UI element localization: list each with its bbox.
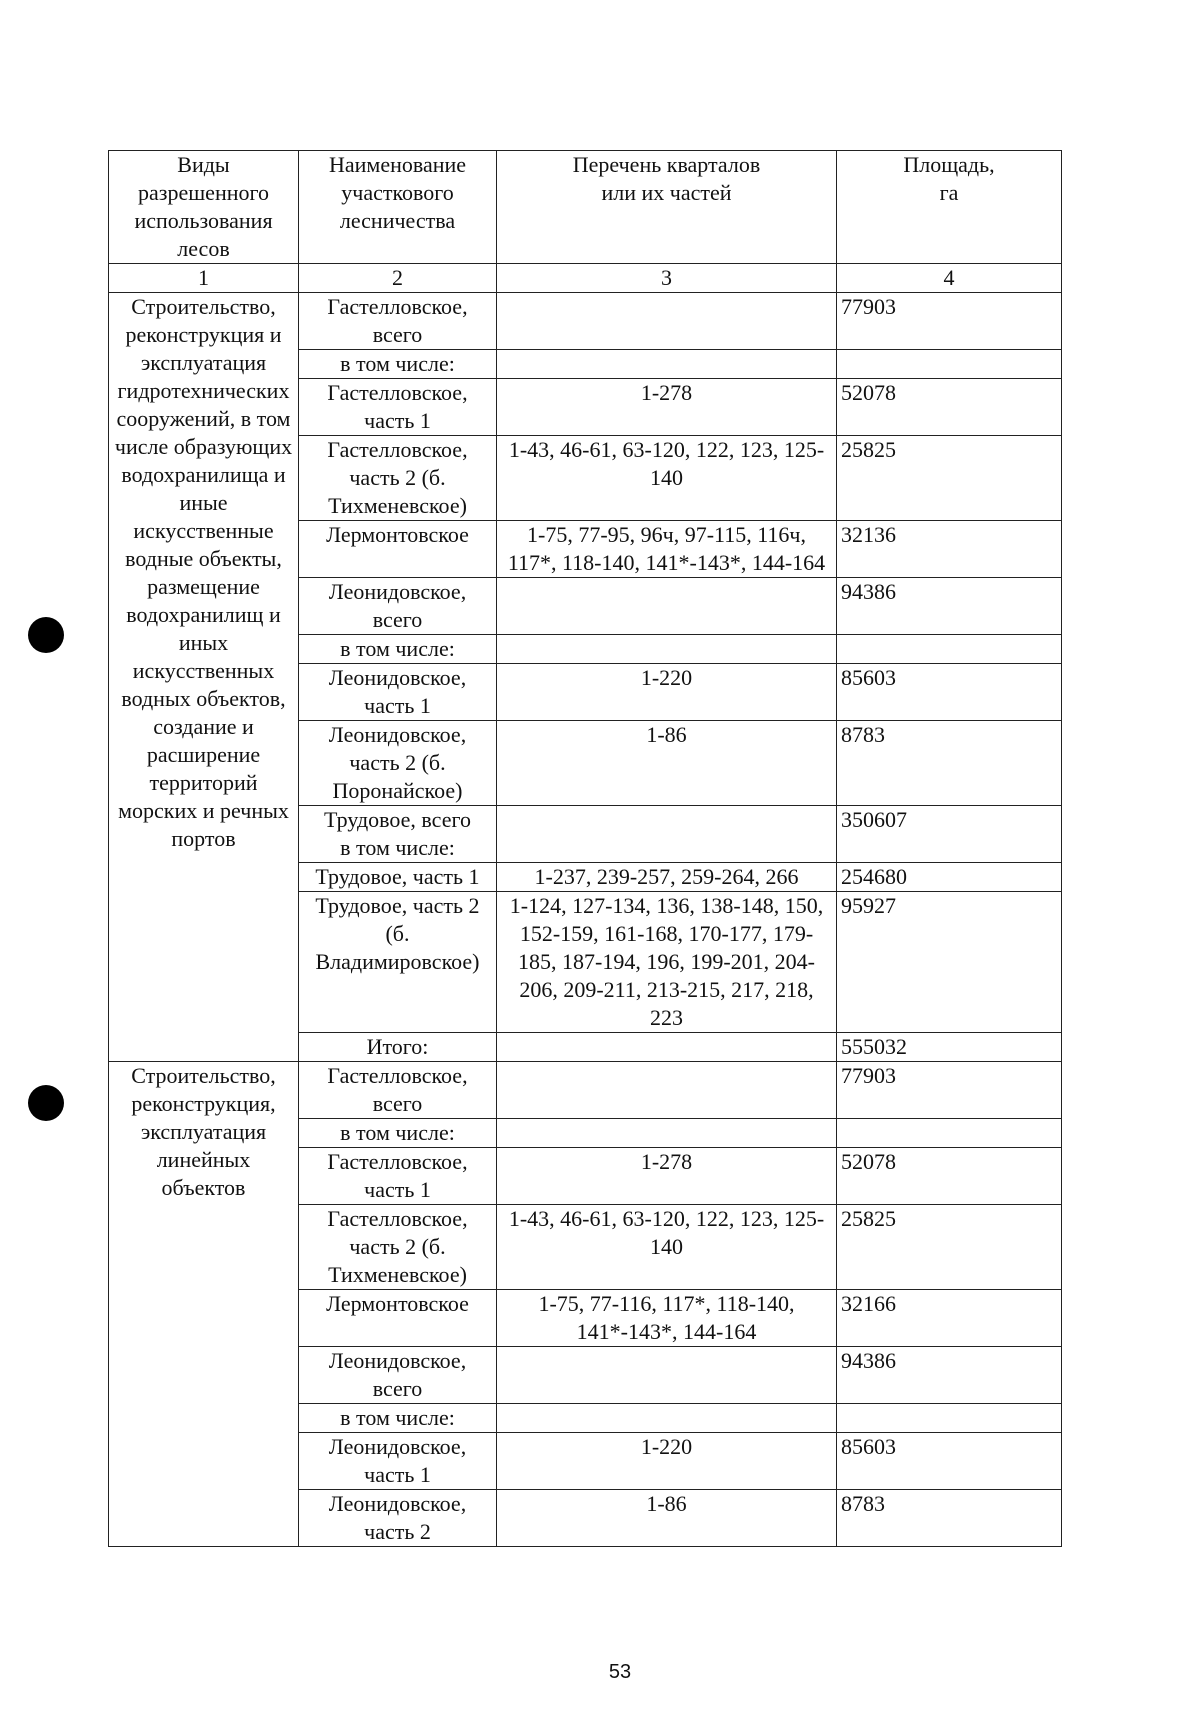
forestry-cell: Гастелловское, часть 1 (299, 379, 497, 436)
header-quarters: Перечень кварталов или их частей (497, 151, 837, 264)
table-row (109, 1062, 1062, 1119)
table-row (109, 293, 1062, 350)
column-number: 3 (497, 264, 837, 293)
column-number: 2 (299, 264, 497, 293)
quarters-cell: 1-278 (497, 379, 837, 436)
area-cell (837, 635, 1062, 664)
forestry-cell: Леонидовское, часть 1 (299, 1433, 497, 1490)
quarters-cell: 1-220 (497, 664, 837, 721)
quarters-cell (497, 1404, 837, 1433)
forestry-cell: в том числе: (299, 635, 497, 664)
area-cell: 32166 (837, 1290, 1062, 1347)
area-cell: 25825 (837, 436, 1062, 521)
quarters-cell (497, 350, 837, 379)
forestry-cell: Леонидовское, часть 2 (299, 1490, 497, 1547)
page-number: 53 (608, 1661, 632, 1683)
area-cell: 95927 (837, 892, 1062, 1033)
forestry-cell: Леонидовское, часть 2 (б. Поронайское) (299, 721, 497, 806)
area-cell (837, 1404, 1062, 1433)
forestry-cell: Леонидовское, всего (299, 1347, 497, 1404)
forestry-cell: Леонидовское, всего (299, 578, 497, 635)
forestry-cell: в том числе: (299, 350, 497, 379)
area-cell: 25825 (837, 1205, 1062, 1290)
quarters-cell (497, 806, 837, 863)
forestry-cell: Лермонтовское (299, 521, 497, 578)
area-cell: 8783 (837, 721, 1062, 806)
forestry-cell: Лермонтовское (299, 1290, 497, 1347)
forestry-cell: Гастелловское, часть 2 (б. Тихменевское) (299, 436, 497, 521)
binder-hole (28, 1085, 64, 1121)
quarters-cell: 1-43, 46-61, 63-120, 122, 123, 125-140 (497, 436, 837, 521)
header-use-type: Виды разрешенного использования лесов (109, 151, 299, 264)
quarters-cell: 1-75, 77-95, 96ч, 97-115, 116ч, 117*, 118-140, 141*-143*, 144-164 (497, 521, 837, 578)
column-number: 4 (837, 264, 1062, 293)
area-cell: 94386 (837, 1347, 1062, 1404)
forestry-cell: Трудовое, всего в том числе: (299, 806, 497, 863)
quarters-cell (497, 1347, 837, 1404)
area-cell: 32136 (837, 521, 1062, 578)
forestry-cell: Трудовое, часть 1 (299, 863, 497, 892)
forestry-cell: Гастелловское, часть 1 (299, 1148, 497, 1205)
forest-use-table (108, 150, 1062, 1547)
total-label: Итого: (299, 1033, 497, 1062)
forestry-cell: в том числе: (299, 1119, 497, 1148)
area-cell (837, 350, 1062, 379)
quarters-cell: 1-278 (497, 1148, 837, 1205)
quarters-cell: 1-75, 77-116, 117*, 118-140, 141*-143*, 144-164 (497, 1290, 837, 1347)
quarters-cell (497, 1119, 837, 1148)
area-cell (837, 1119, 1062, 1148)
header-area: Площадь, га (837, 151, 1062, 264)
quarters-cell: 1-237, 239-257, 259-264, 266 (497, 863, 837, 892)
area-cell: 94386 (837, 578, 1062, 635)
quarters-cell (497, 293, 837, 350)
header-forestry: Наименование участкового лесничества (299, 151, 497, 264)
area-cell: 85603 (837, 664, 1062, 721)
forestry-cell: Трудовое, часть 2 (б. Владимировское) (299, 892, 497, 1033)
area-cell: 52078 (837, 1148, 1062, 1205)
table-header-row (109, 151, 1062, 264)
forestry-cell: Леонидовское, часть 1 (299, 664, 497, 721)
quarters-cell (497, 635, 837, 664)
forestry-cell: Гастелловское, всего (299, 293, 497, 350)
area-cell: 85603 (837, 1433, 1062, 1490)
area-cell: 254680 (837, 863, 1062, 892)
area-cell: 77903 (837, 1062, 1062, 1119)
forestry-cell: Гастелловское, всего (299, 1062, 497, 1119)
total-area: 555032 (837, 1033, 1062, 1062)
forestry-cell: Гастелловское, часть 2 (б. Тихменевское) (299, 1205, 497, 1290)
area-cell: 350607 (837, 806, 1062, 863)
quarters-cell (497, 1033, 837, 1062)
column-number-row (109, 264, 1062, 293)
quarters-cell: 1-124, 127-134, 136, 138-148, 150, 152-159, 161-168, 170-177, 179-185, 187-194, 196, 199-201, 204-206, 209-211, 213-215, 217, 218, 223 (497, 892, 837, 1033)
forestry-cell: в том числе: (299, 1404, 497, 1433)
quarters-cell: 1-86 (497, 721, 837, 806)
use-type-cell: Строительство, реконструкция и эксплуатация гидротехнических сооружений, в том числе образующих водохранилища и иные искусственные водные объекты, размещение водохранилищ и иных искусственных водных объектов, создание и расширение территорий морских и речных портов (109, 293, 299, 1062)
quarters-cell (497, 1062, 837, 1119)
area-cell: 77903 (837, 293, 1062, 350)
column-number: 1 (109, 264, 299, 293)
area-cell: 8783 (837, 1490, 1062, 1547)
use-type-cell: Строительство, реконструкция, эксплуатация линейных объектов (109, 1062, 299, 1547)
quarters-cell (497, 578, 837, 635)
quarters-cell: 1-220 (497, 1433, 837, 1490)
binder-hole (28, 617, 64, 653)
area-cell: 52078 (837, 379, 1062, 436)
quarters-cell: 1-86 (497, 1490, 837, 1547)
quarters-cell: 1-43, 46-61, 63-120, 122, 123, 125-140 (497, 1205, 837, 1290)
